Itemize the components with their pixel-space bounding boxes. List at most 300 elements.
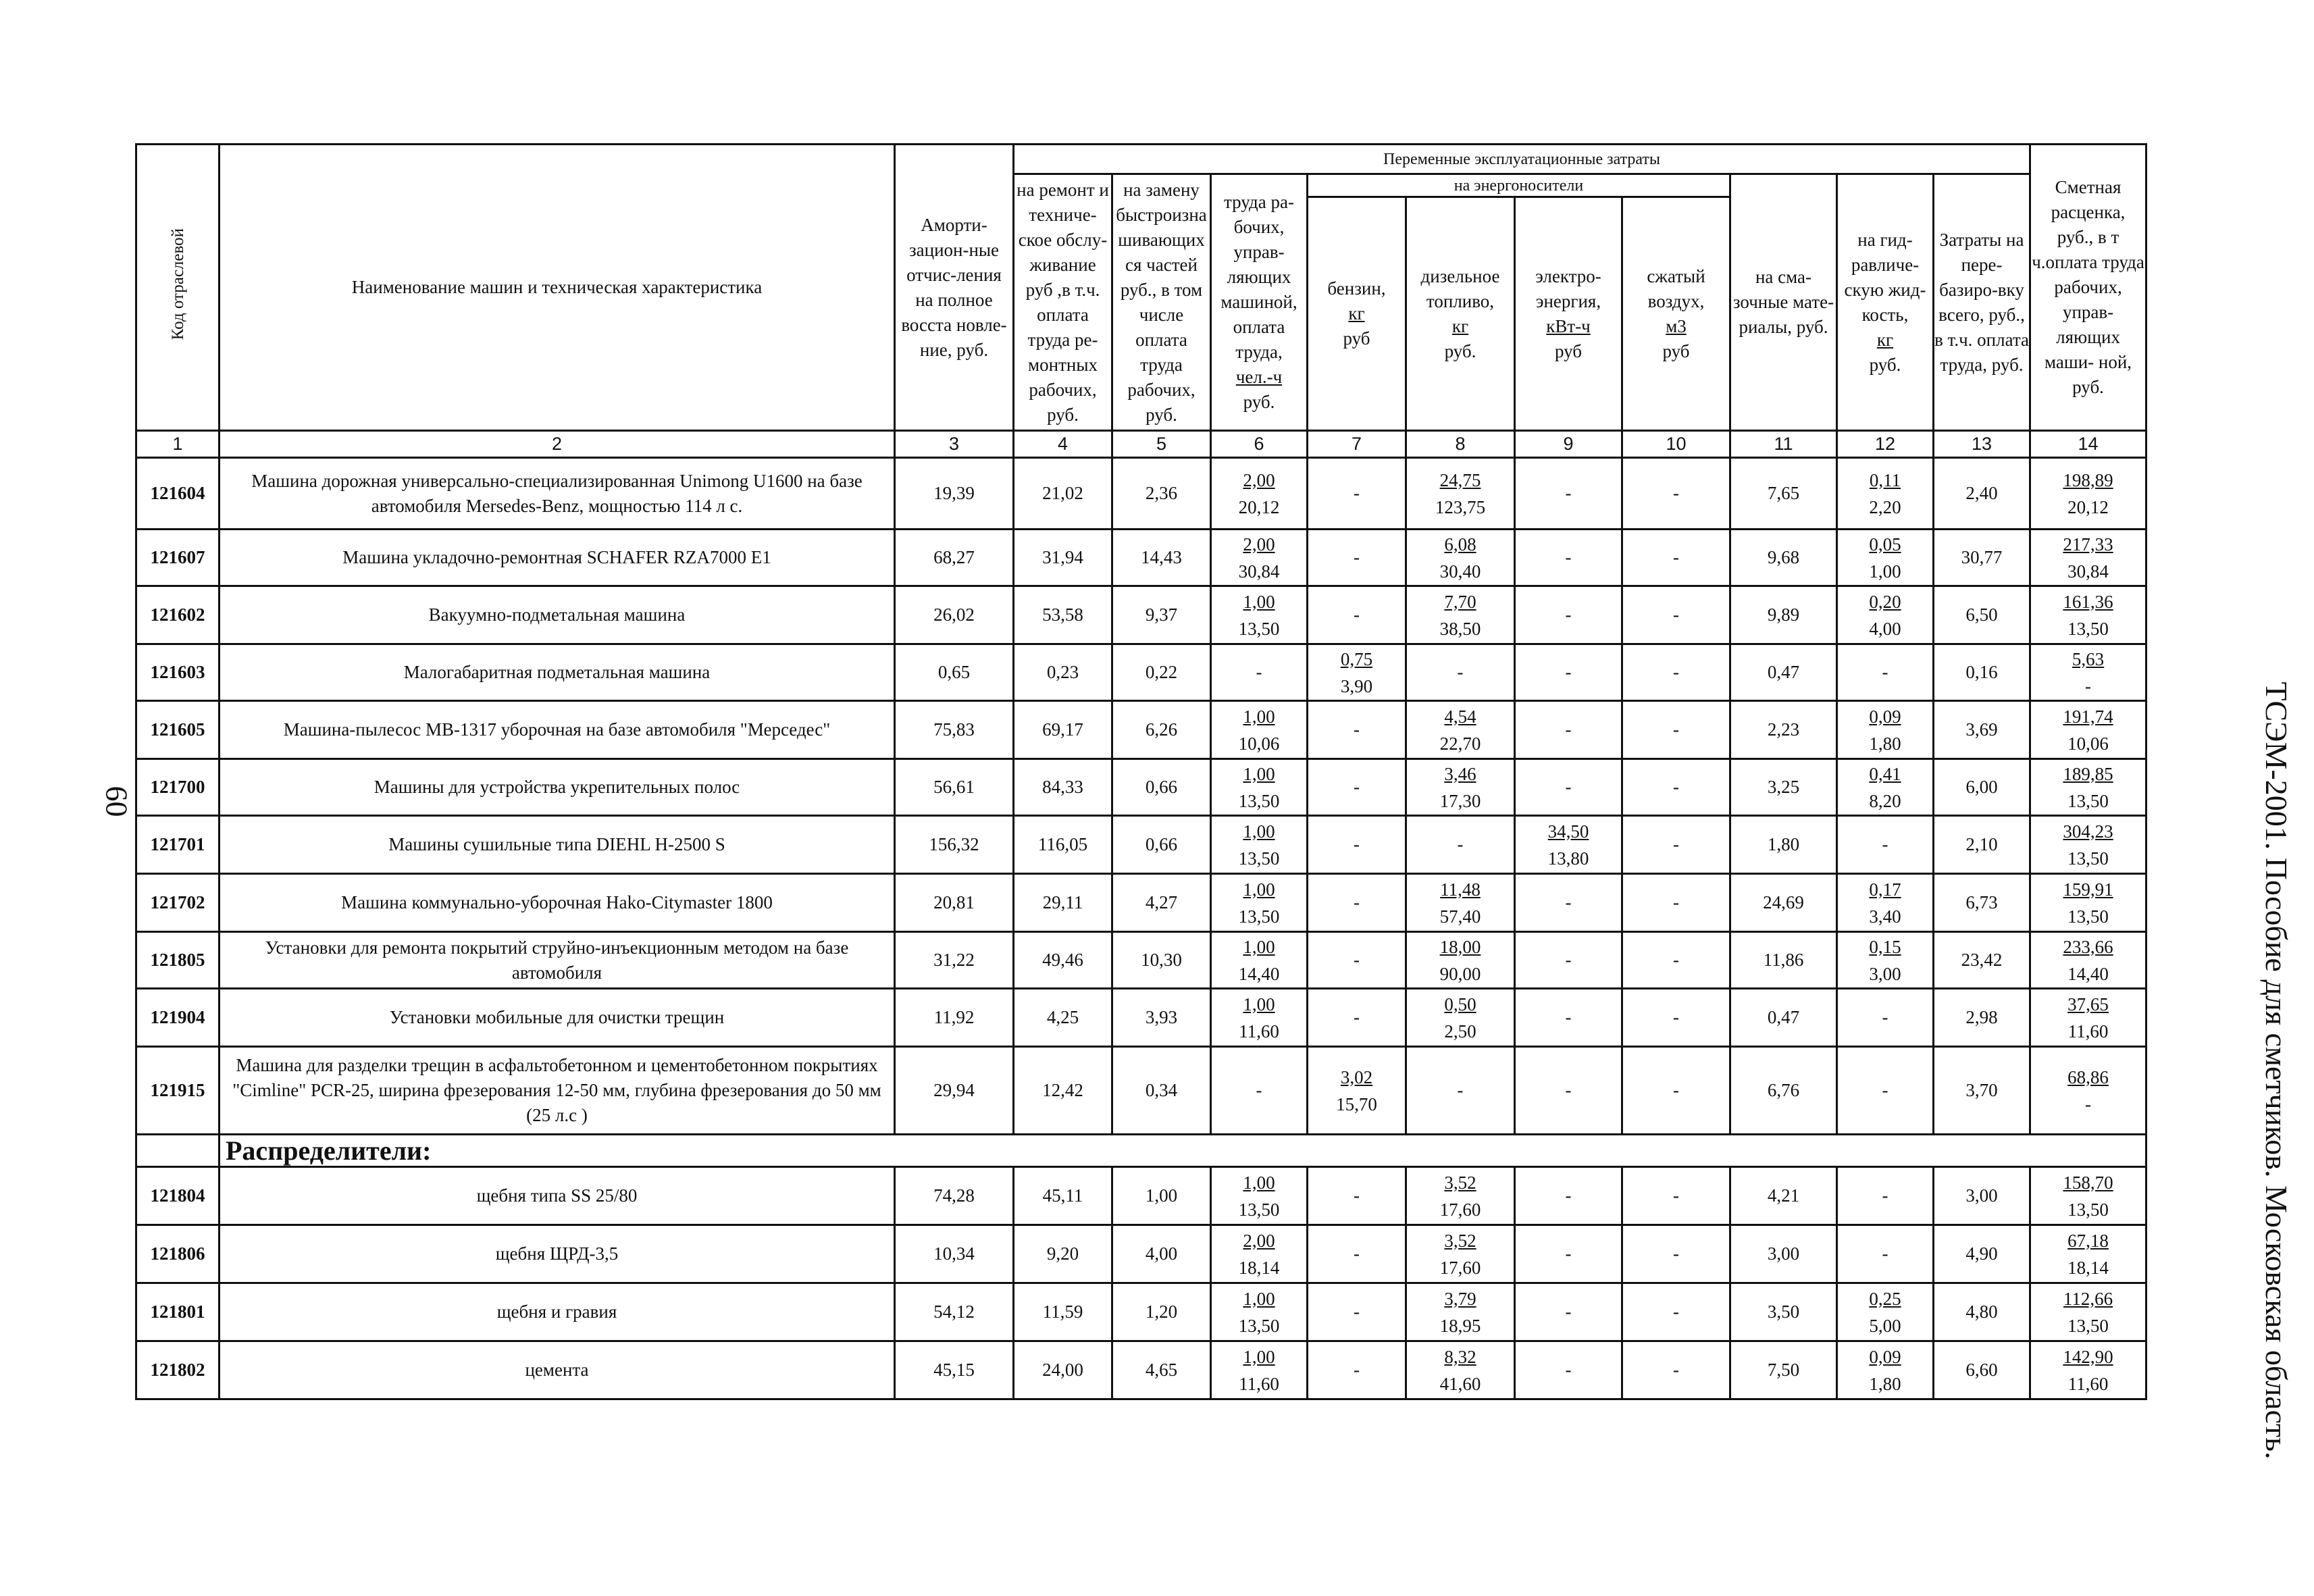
cell-parts: 9,37: [1112, 586, 1211, 644]
cell-compressed-air: -: [1622, 1341, 1730, 1399]
machine-name: Установки для ремонта покрытий струйно-инъекционным методом на базе автомобиля: [220, 932, 895, 989]
cell-lubricants: 7,65: [1730, 458, 1837, 530]
fraction-bottom: 13,50: [1238, 1199, 1280, 1220]
machine-name: Машина-пылесос МВ-1317 уборочная на базе автомобиля "Мерседес": [220, 701, 895, 759]
header-compressed-air: сжатый воздух, м3 руб: [1622, 197, 1730, 431]
cell-hydraulic: [1837, 932, 1934, 989]
cell-relocation: 2,40: [1934, 458, 2030, 530]
column-number: 8: [1406, 431, 1515, 458]
cell-repair: 24,00: [1014, 1341, 1112, 1399]
cell-hydraulic: -: [1837, 1047, 1934, 1135]
header-lubricants: на сма-зочные мате-риалы, руб.: [1730, 174, 1837, 431]
cell-hydraulic: [1837, 1283, 1934, 1341]
fraction-top: 1,00: [1243, 879, 1275, 900]
machine-name: щебня типа SS 25/80: [220, 1167, 895, 1225]
machine-code: 121802: [136, 1341, 220, 1399]
fraction-bottom: 41,60: [1439, 1373, 1481, 1394]
cell-parts: 1,00: [1112, 1167, 1211, 1225]
cell-relocation: 6,00: [1934, 759, 2030, 816]
page-number: 60: [99, 786, 134, 817]
cell-petrol: [1308, 644, 1406, 701]
header-energy: на энергоносители: [1308, 174, 1730, 197]
fraction-bottom: 20,12: [1238, 496, 1280, 517]
fraction-top: 4,54: [1444, 706, 1476, 727]
fraction-top: 3,02: [1340, 1066, 1373, 1087]
fraction-top: 6,08: [1444, 534, 1476, 555]
fraction-top: 2,00: [1243, 534, 1275, 555]
cell-estimate: [2030, 874, 2146, 932]
fraction-bottom: 13,50: [2067, 790, 2109, 811]
cell-lubricants: 3,50: [1730, 1283, 1837, 1341]
cell-lubricants: 7,50: [1730, 1341, 1837, 1399]
machines-table: [135, 143, 2147, 1400]
fraction-top: 0,17: [1869, 879, 1901, 900]
cell-estimate: [2030, 701, 2146, 759]
header-electricity: электро-энергия, кВт-ч руб: [1515, 197, 1622, 431]
column-number: 4: [1014, 431, 1112, 458]
fraction-top: 159,91: [2063, 879, 2113, 900]
fraction-bottom: 14,40: [1238, 963, 1280, 984]
cell-hydraulic: [1837, 458, 1934, 530]
header-diesel: дизельное топливо, кг руб.: [1406, 197, 1515, 431]
cell-compressed-air: -: [1622, 644, 1730, 701]
cell-lubricants: 0,47: [1730, 644, 1837, 701]
cell-repair: 9,20: [1014, 1225, 1112, 1283]
cell-relocation: 4,90: [1934, 1225, 2030, 1283]
cell-petrol: -: [1308, 759, 1406, 816]
cell-petrol: -: [1308, 1167, 1406, 1225]
cell-diesel: [1406, 932, 1515, 989]
cell-compressed-air: -: [1622, 989, 1730, 1047]
cell-labor: -: [1211, 644, 1308, 701]
column-number: 1: [136, 431, 220, 458]
column-number: 11: [1730, 431, 1837, 458]
cell-labor: [1211, 701, 1308, 759]
table-row: [136, 816, 2146, 874]
cell-labor: [1211, 458, 1308, 530]
cell-depreciation: 20,81: [895, 874, 1014, 932]
fraction-bottom: 3,40: [1869, 906, 1901, 927]
fraction-bottom: 13,50: [2067, 1199, 2109, 1220]
cell-petrol: [1308, 1047, 1406, 1135]
fraction-bottom: 8,20: [1869, 790, 1901, 811]
fraction-top: 198,89: [2063, 469, 2113, 490]
fraction-bottom: 18,95: [1439, 1315, 1481, 1336]
fraction-top: 5,63: [2072, 648, 2105, 669]
cell-estimate: [2030, 759, 2146, 816]
cell-depreciation: 75,83: [895, 701, 1014, 759]
fraction-top: 1,00: [1243, 706, 1275, 727]
cell-diesel: [1406, 874, 1515, 932]
table-row: [136, 874, 2146, 932]
column-number: 12: [1837, 431, 1934, 458]
column-number: 9: [1515, 431, 1622, 458]
cell-labor: [1211, 874, 1308, 932]
table-row: [136, 989, 2146, 1047]
fraction-top: 0,75: [1340, 648, 1373, 669]
cell-relocation: 6,50: [1934, 586, 2030, 644]
cell-estimate: [2030, 1047, 2146, 1135]
cell-electricity: -: [1515, 644, 1622, 701]
cell-repair: 116,05: [1014, 816, 1112, 874]
cell-compressed-air: -: [1622, 1047, 1730, 1135]
cell-labor: [1211, 586, 1308, 644]
cell-petrol: -: [1308, 530, 1406, 586]
fraction-bottom: 30,84: [2067, 561, 2109, 582]
cell-relocation: 3,00: [1934, 1167, 2030, 1225]
cell-labor: [1211, 816, 1308, 874]
cell-relocation: 3,69: [1934, 701, 2030, 759]
cell-petrol: -: [1308, 932, 1406, 989]
fraction-bottom: 17,60: [1439, 1257, 1481, 1278]
fraction-top: 217,33: [2063, 534, 2113, 555]
cell-compressed-air: -: [1622, 759, 1730, 816]
cell-parts: 0,66: [1112, 816, 1211, 874]
header-variable-costs: Переменные эксплуатационные затраты: [1014, 145, 2030, 174]
fraction-bottom: 2,20: [1869, 496, 1901, 517]
fraction-top: 11,48: [1440, 879, 1481, 900]
header-code: Код отраслевой: [136, 145, 220, 431]
cell-electricity: -: [1515, 1225, 1622, 1283]
cell-diesel: [1406, 586, 1515, 644]
machine-name: Вакуумно-подметальная машина: [220, 586, 895, 644]
cell-estimate: [2030, 530, 2146, 586]
cell-compressed-air: -: [1622, 932, 1730, 989]
cell-hydraulic: -: [1837, 1167, 1934, 1225]
fraction-bottom: 13,50: [2067, 1315, 2109, 1336]
section-title: Распределители:: [220, 1135, 2146, 1167]
cell-estimate: [2030, 1167, 2146, 1225]
header-hydraulic: на гид-равличе-скую жид-кость, кг руб.: [1837, 174, 1934, 431]
header-relocation: Затраты на пере-базиро-вку всего, руб., в т.ч. оплата труда, руб.: [1934, 174, 2030, 431]
cell-labor: [1211, 530, 1308, 586]
cell-estimate: [2030, 1225, 2146, 1283]
fraction-top: 1,00: [1243, 994, 1275, 1014]
header-labor: труда ра-бочих, управ-ляющих машиной, оплата труда, чел.-ч руб.: [1211, 174, 1308, 431]
cell-repair: 0,23: [1014, 644, 1112, 701]
cell-compressed-air: -: [1622, 701, 1730, 759]
cell-parts: 4,00: [1112, 1225, 1211, 1283]
column-number: 3: [895, 431, 1014, 458]
cell-hydraulic: -: [1837, 644, 1934, 701]
cell-estimate: [2030, 644, 2146, 701]
cell-petrol: -: [1308, 1225, 1406, 1283]
cell-relocation: 30,77: [1934, 530, 2030, 586]
machine-name: щебня ЩРД-3,5: [220, 1225, 895, 1283]
cell-hydraulic: -: [1837, 816, 1934, 874]
machine-code: 121701: [136, 816, 220, 874]
cell-lubricants: 0,47: [1730, 989, 1837, 1047]
fraction-top: 158,70: [2063, 1172, 2113, 1193]
cell-compressed-air: -: [1622, 1167, 1730, 1225]
fraction-top: 24,75: [1439, 469, 1481, 490]
fraction-bottom: 18,14: [2067, 1257, 2109, 1278]
machine-code: 121604: [136, 458, 220, 530]
table-row: [136, 701, 2146, 759]
cell-hydraulic: [1837, 759, 1934, 816]
cell-petrol: -: [1308, 458, 1406, 530]
cell-hydraulic: -: [1837, 1225, 1934, 1283]
fraction-bottom: 5,00: [1869, 1315, 1901, 1336]
fraction-top: 161,36: [2063, 591, 2113, 612]
cell-depreciation: 11,92: [895, 989, 1014, 1047]
cell-depreciation: 0,65: [895, 644, 1014, 701]
cell-relocation: 6,60: [1934, 1341, 2030, 1399]
fraction-bottom: 13,50: [1238, 906, 1280, 927]
cell-petrol: -: [1308, 1341, 1406, 1399]
fraction-bottom: 22,70: [1439, 733, 1481, 754]
header-depreciation: Аморти-зацион-ные отчис-ления на полное восста новле-ние, руб.: [895, 145, 1014, 431]
fraction-bottom: 13,50: [2067, 618, 2109, 639]
cell-repair: 11,59: [1014, 1283, 1112, 1341]
cell-parts: 0,34: [1112, 1047, 1211, 1135]
cell-relocation: 3,70: [1934, 1047, 2030, 1135]
fraction-top: 0,09: [1869, 706, 1901, 727]
cell-depreciation: 29,94: [895, 1047, 1014, 1135]
fraction-top: 0,09: [1869, 1346, 1901, 1367]
cell-diesel: [1406, 1167, 1515, 1225]
fraction-bottom: 1,00: [1869, 561, 1901, 582]
cell-labor: [1211, 1167, 1308, 1225]
cell-electricity: -: [1515, 1047, 1622, 1135]
cell-diesel: [1406, 530, 1515, 586]
table-row: [136, 1283, 2146, 1341]
cell-petrol: -: [1308, 1283, 1406, 1341]
fraction-top: 1,00: [1243, 763, 1275, 784]
cell-lubricants: 4,21: [1730, 1167, 1837, 1225]
cell-repair: 53,58: [1014, 586, 1112, 644]
fraction-top: 1,00: [1243, 821, 1275, 842]
fraction-top: 233,66: [2063, 936, 2113, 957]
machine-name: Машина дорожная универсально-специализированная Unimong U1600 на базе автомобиля Mersedes-Benz, мощностью 114 л с.: [220, 458, 895, 530]
cell-diesel: [1406, 989, 1515, 1047]
fraction-bottom: 57,40: [1439, 906, 1481, 927]
table-row: [136, 586, 2146, 644]
cell-lubricants: 24,69: [1730, 874, 1837, 932]
cell-estimate: [2030, 458, 2146, 530]
cell-labor: -: [1211, 1047, 1308, 1135]
machine-name: Машина укладочно-ремонтная SCHAFER RZA7000 E1: [220, 530, 895, 586]
cell-estimate: [2030, 932, 2146, 989]
machine-code: 121602: [136, 586, 220, 644]
fraction-bottom: 13,80: [1547, 848, 1589, 869]
fraction-top: 1,00: [1243, 1346, 1275, 1367]
machine-name: Малогабаритная подметальная машина: [220, 644, 895, 701]
cell-depreciation: 45,15: [895, 1341, 1014, 1399]
fraction-top: 189,85: [2063, 763, 2113, 784]
cell-depreciation: 26,02: [895, 586, 1014, 644]
fraction-bottom: 2,50: [1444, 1021, 1476, 1041]
fraction-top: 1,00: [1243, 1288, 1275, 1309]
cell-estimate: [2030, 1283, 2146, 1341]
cell-depreciation: 19,39: [895, 458, 1014, 530]
fraction-bottom: 90,00: [1439, 963, 1481, 984]
fraction-top: 0,15: [1869, 936, 1901, 957]
cell-depreciation: 31,22: [895, 932, 1014, 989]
cell-lubricants: 1,80: [1730, 816, 1837, 874]
cell-diesel: -: [1406, 816, 1515, 874]
cell-diesel: [1406, 1225, 1515, 1283]
cell-repair: 49,46: [1014, 932, 1112, 989]
cell-estimate: [2030, 816, 2146, 874]
cell-labor: [1211, 1341, 1308, 1399]
fraction-bottom: -: [2085, 675, 2092, 696]
cell-parts: 14,43: [1112, 530, 1211, 586]
cell-diesel: [1406, 458, 1515, 530]
cell-diesel: [1406, 701, 1515, 759]
table-row: [136, 1047, 2146, 1135]
column-number: 6: [1211, 431, 1308, 458]
machine-name: Машина коммунально-уборочная Hako-Citymaster 1800: [220, 874, 895, 932]
cell-lubricants: 9,68: [1730, 530, 1837, 586]
fraction-top: 67,18: [2067, 1230, 2109, 1251]
fraction-bottom: 10,06: [1238, 733, 1280, 754]
fraction-bottom: 4,00: [1869, 618, 1901, 639]
cell-parts: 4,27: [1112, 874, 1211, 932]
fraction-top: 37,65: [2067, 994, 2109, 1014]
fraction-top: 3,79: [1444, 1288, 1476, 1309]
header-repair: на ремонт и техниче-ское обслу-живание руб ,в т.ч. оплата труда ре-монтных рабочих, руб.: [1014, 174, 1112, 431]
cell-electricity: -: [1515, 586, 1622, 644]
cell-compressed-air: -: [1622, 458, 1730, 530]
fraction-top: 0,05: [1869, 534, 1901, 555]
machine-name: Машины сушильные типа DIEHL Н-2500 S: [220, 816, 895, 874]
cell-parts: 2,36: [1112, 458, 1211, 530]
cell-labor: [1211, 1283, 1308, 1341]
fraction-bottom: 13,50: [2067, 906, 2109, 927]
cell-compressed-air: -: [1622, 530, 1730, 586]
fraction-top: 0,25: [1869, 1288, 1901, 1309]
cell-labor: [1211, 932, 1308, 989]
table-row: [136, 932, 2146, 989]
cell-compressed-air: -: [1622, 1225, 1730, 1283]
fraction-top: 1,00: [1243, 936, 1275, 957]
side-title: ТСЭМ-2001. Пособие для сметчиков. Московская область.: [2259, 681, 2294, 1460]
cell-depreciation: 56,61: [895, 759, 1014, 816]
fraction-top: 1,00: [1243, 1172, 1275, 1193]
cell-estimate: [2030, 989, 2146, 1047]
machine-code: 121605: [136, 701, 220, 759]
cell-compressed-air: -: [1622, 1283, 1730, 1341]
fraction-bottom: 3,90: [1340, 675, 1373, 696]
fraction-top: 3,46: [1444, 763, 1476, 784]
cell-hydraulic: [1837, 874, 1934, 932]
fraction-bottom: 20,12: [2067, 496, 2109, 517]
table-row: [136, 759, 2146, 816]
fraction-bottom: 18,14: [1238, 1257, 1280, 1278]
fraction-bottom: 10,06: [2067, 733, 2109, 754]
cell-petrol: -: [1308, 989, 1406, 1047]
cell-hydraulic: [1837, 530, 1934, 586]
fraction-top: 0,41: [1869, 763, 1901, 784]
cell-depreciation: 74,28: [895, 1167, 1014, 1225]
cell-lubricants: 3,00: [1730, 1225, 1837, 1283]
cell-parts: 4,65: [1112, 1341, 1211, 1399]
cell-petrol: -: [1308, 816, 1406, 874]
fraction-top: 112,66: [2063, 1288, 2113, 1309]
cell-electricity: -: [1515, 759, 1622, 816]
cell-parts: 1,20: [1112, 1283, 1211, 1341]
cell-hydraulic: -: [1837, 989, 1934, 1047]
fraction-bottom: 11,60: [1239, 1021, 1279, 1041]
cell-repair: 4,25: [1014, 989, 1112, 1047]
cell-hydraulic: [1837, 1341, 1934, 1399]
machine-name: Установки мобильные для очистки трещин: [220, 989, 895, 1047]
cell-lubricants: 6,76: [1730, 1047, 1837, 1135]
machine-name: Машины для устройства укрепительных полос: [220, 759, 895, 816]
cell-electricity: -: [1515, 874, 1622, 932]
cell-compressed-air: -: [1622, 816, 1730, 874]
fraction-bottom: 11,60: [1239, 1373, 1279, 1394]
fraction-top: 2,00: [1243, 469, 1275, 490]
column-number: 10: [1622, 431, 1730, 458]
fraction-bottom: 123,75: [1435, 496, 1486, 517]
machine-code: 121702: [136, 874, 220, 932]
cell-petrol: -: [1308, 874, 1406, 932]
header-estimate: Сметная расценка, руб., в т ч.оплата труда рабочих, управ-ляющих маши- ной, руб.: [2030, 145, 2146, 431]
cell-estimate: [2030, 586, 2146, 644]
cell-parts: 0,22: [1112, 644, 1211, 701]
fraction-top: 3,52: [1444, 1230, 1476, 1251]
cell-diesel: [1406, 1283, 1515, 1341]
cell-relocation: 4,80: [1934, 1283, 2030, 1341]
cell-labor: [1211, 1225, 1308, 1283]
cell-depreciation: 68,27: [895, 530, 1014, 586]
column-number: 14: [2030, 431, 2146, 458]
fraction-bottom: 11,60: [2067, 1373, 2109, 1394]
cell-electricity: -: [1515, 1341, 1622, 1399]
cell-diesel: -: [1406, 1047, 1515, 1135]
cell-lubricants: 2,23: [1730, 701, 1837, 759]
cell-compressed-air: -: [1622, 586, 1730, 644]
fraction-bottom: 30,40: [1439, 561, 1481, 582]
machine-code: 121904: [136, 989, 220, 1047]
cell-repair: 45,11: [1014, 1167, 1112, 1225]
machine-name: Машина для разделки трещин в асфальтобетонном и цементобетонном покрытиях "Cimline" PCR-25, ширина фрезерования 12-50 мм, глубина фрезерования до 50 мм (25 л.с ): [220, 1047, 895, 1135]
cell-relocation: 6,73: [1934, 874, 2030, 932]
column-number: 13: [1934, 431, 2030, 458]
machine-name: щебня и гравия: [220, 1283, 895, 1341]
machine-code: 121806: [136, 1225, 220, 1283]
fraction-bottom: 38,50: [1439, 618, 1481, 639]
header-name: Наименование машин и техническая характеристика: [220, 145, 895, 431]
table-row: [136, 530, 2146, 586]
cell-hydraulic: [1837, 586, 1934, 644]
cell-hydraulic: [1837, 701, 1934, 759]
cell-depreciation: 10,34: [895, 1225, 1014, 1283]
fraction-bottom: 1,80: [1869, 733, 1901, 754]
fraction-top: 34,50: [1547, 821, 1589, 842]
cell-diesel: [1406, 1341, 1515, 1399]
fraction-bottom: 30,84: [1238, 561, 1280, 582]
cell-parts: 0,66: [1112, 759, 1211, 816]
cell-repair: 31,94: [1014, 530, 1112, 586]
fraction-top: 304,23: [2063, 821, 2113, 842]
section-row: [136, 1135, 2146, 1167]
cell-relocation: 2,10: [1934, 816, 2030, 874]
fraction-top: 191,74: [2063, 706, 2113, 727]
cell-relocation: 0,16: [1934, 644, 2030, 701]
fraction-bottom: 3,00: [1869, 963, 1901, 984]
cell-repair: 21,02: [1014, 458, 1112, 530]
fraction-bottom: 11,60: [2067, 1021, 2109, 1041]
cell-petrol: -: [1308, 701, 1406, 759]
fraction-top: 2,00: [1243, 1230, 1275, 1251]
fraction-bottom: -: [2085, 1093, 2092, 1114]
cell-electricity: [1515, 816, 1622, 874]
cell-petrol: -: [1308, 586, 1406, 644]
cell-electricity: -: [1515, 701, 1622, 759]
